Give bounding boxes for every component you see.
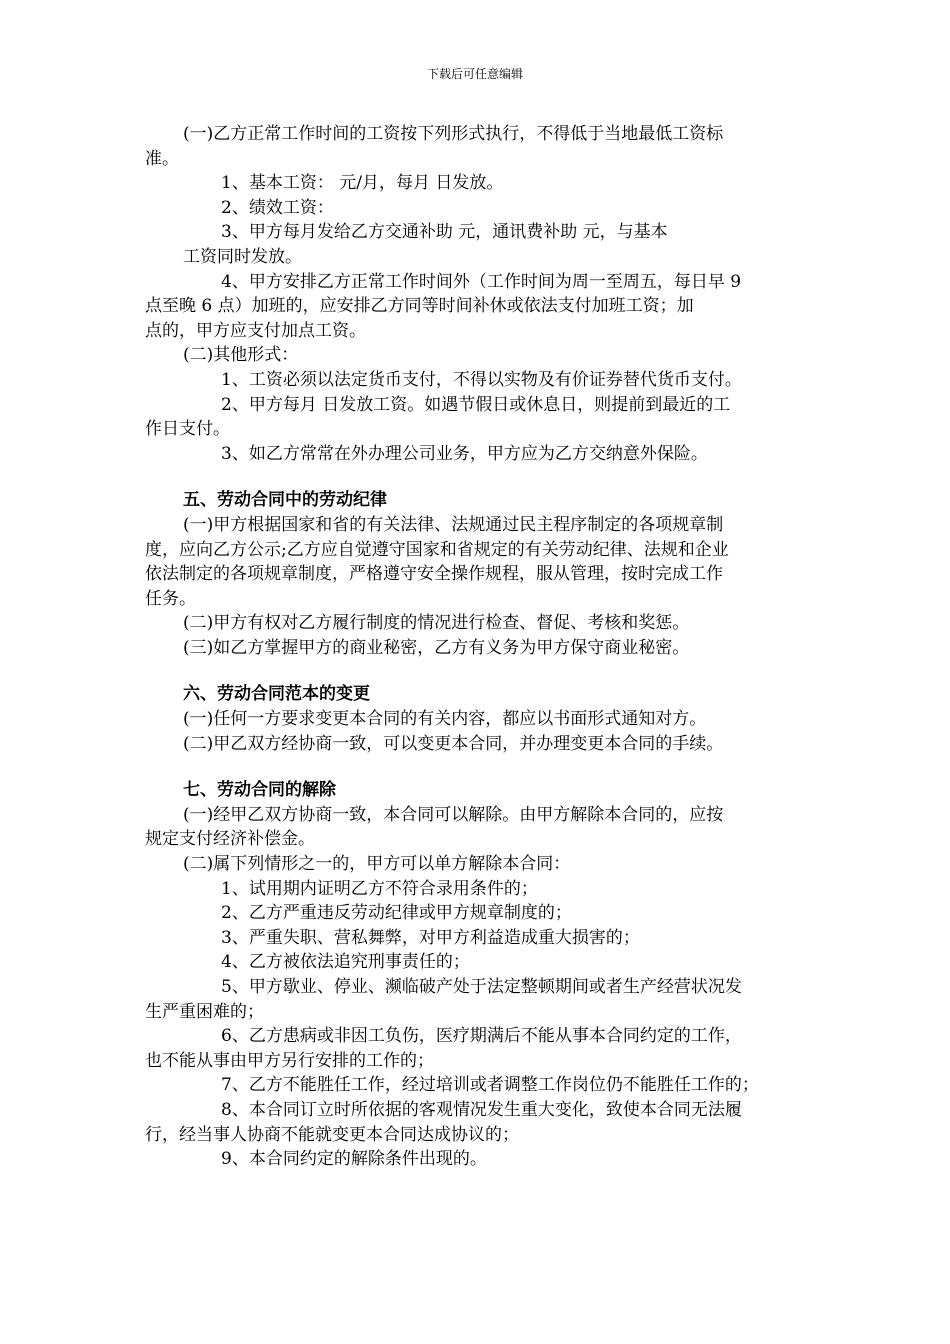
text-line: 8、本合同订立时所依据的客观情况发生重大变化，致使本合同无法履 — [221, 1099, 742, 1120]
text-line: 2、乙方严重违反劳动纪律或甲方规章制度的； — [221, 903, 572, 924]
text-line: 5、甲方歇业、停业、濒临破产处于法定整顿期间或者生产经营状况发 — [221, 977, 742, 997]
text-line: 点的，甲方应支付加点工资。 — [145, 320, 366, 341]
text-line: 作日支付。 — [145, 419, 230, 440]
text-line: (一)任何一方要求变更本合同的有关内容，都应以书面形式通知对方。 — [183, 709, 707, 730]
text-line: 依法制定的各项规章制度，严格遵守安全操作规程，服从管理，按时完成工作 — [145, 564, 723, 585]
section-heading: 五、劳动合同中的劳动纪律 — [183, 490, 387, 511]
text-line: 4、乙方被依法追究刑事责任的； — [221, 952, 470, 973]
document-body — [145, 122, 815, 1172]
text-line: 工资同时发放。 — [183, 246, 302, 267]
text-line: (二)其他形式： — [183, 345, 299, 366]
text-line: 7、乙方不能胜任工作，经过培训或者调整工作岗位仍不能胜任工作的； — [221, 1075, 759, 1096]
text-line: 9、本合同约定的解除条件出现的。 — [221, 1149, 487, 1170]
text-line: (一)经甲乙双方协商一致，本合同可以解除。由甲方解除本合同的，应按 — [183, 804, 724, 825]
page-header: 下载后可任意编辑 — [426, 67, 523, 81]
text-line: 2、甲方每月 日发放工资。如遇节假日或休息日，则提前到最近的工 — [221, 394, 731, 415]
text-line: 点至晚 6 点）加班的，应安排乙方同等时间补休或依法支付加班工资；加 — [145, 296, 694, 317]
text-line: 6、乙方患病或非因工负伤，医疗期满后不能从事本合同约定的工作， — [221, 1026, 742, 1047]
text-line: 3、如乙方常常在外办理公司业务，甲方应为乙方交纳意外保险。 — [221, 443, 708, 464]
text-line: (三)如乙方掌握甲方的商业秘密，乙方有义务为甲方保守商业秘密。 — [183, 637, 690, 658]
text-line: 也不能从事由甲方另行安排的工作的； — [145, 1050, 434, 1071]
text-line: (一)甲方根据国家和省的有关法律、法规通过民主程序制定的各项规章制 — [183, 514, 724, 535]
text-line: 3、严重失职、营私舞弊，对甲方利益造成重大损害的； — [221, 927, 640, 948]
text-line: 3、甲方每月发给乙方交通补助 元，通讯费补助 元，与基本 — [221, 222, 668, 243]
text-line: 4、甲方安排乙方正常工作时间外（工作时间为周一至周五，每日早 9 — [221, 271, 742, 292]
text-line: (一)乙方正常工作时间的工资按下列形式执行，不得低于当地最低工资标 — [183, 124, 724, 144]
section-heading: 六、劳动合同范本的变更 — [183, 684, 370, 705]
text-line: 2、绩效工资： — [221, 197, 334, 218]
text-line: 1、试用期内证明乙方不符合录用条件的； — [221, 878, 538, 899]
text-line: 1、工资必须以法定货币支付，不得以实物及有价证券替代货币支付。 — [221, 369, 742, 390]
text-line: 行，经当事人协商不能就变更本合同达成协议的； — [145, 1124, 519, 1145]
text-line: (二)甲方有权对乙方履行制度的情况进行检查、督促、考核和奖惩。 — [183, 613, 690, 634]
text-line: (二)属下列情形之一的，甲方可以单方解除本合同： — [183, 854, 571, 875]
text-line: 1、基本工资： 元/月，每月 日发放。 — [221, 173, 504, 194]
text-line: (二)甲乙双方经协商一致，可以变更本合同，并办理变更本合同的手续。 — [183, 733, 724, 754]
text-line: 任务。 — [145, 588, 196, 609]
section-heading: 七、劳动合同的解除 — [183, 780, 336, 801]
text-line: 准。 — [145, 148, 179, 169]
text-line: 生严重困难的； — [145, 1001, 264, 1022]
text-line: 度，应向乙方公示;乙方应自觉遵守国家和省规定的有关劳动纪律、法规和企业 — [145, 539, 729, 560]
text-line: 规定支付经济补偿金。 — [145, 829, 315, 850]
